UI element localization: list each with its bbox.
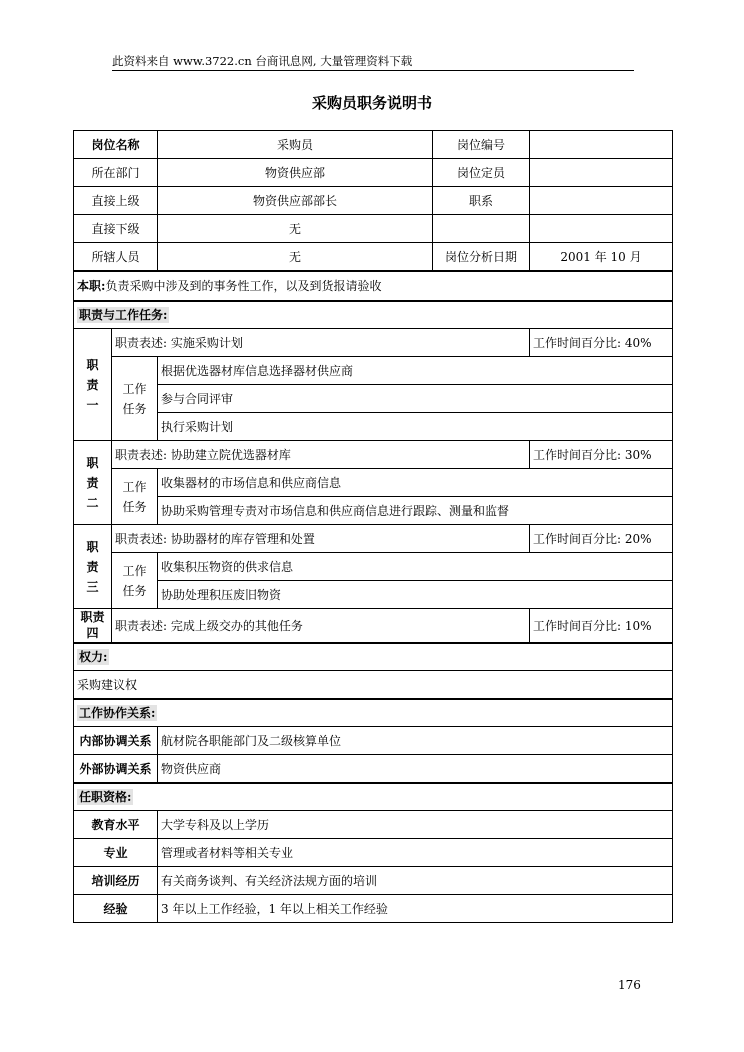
duty-4-head: 职责 四 bbox=[74, 609, 112, 643]
value-major: 管理或者材料等相关专业 bbox=[158, 839, 673, 867]
duty-3-task-2: 协助处理积压废旧物资 bbox=[158, 581, 673, 609]
value-post-number bbox=[530, 131, 673, 159]
value-department: 物资供应部 bbox=[158, 159, 433, 187]
row-experience bbox=[74, 895, 673, 923]
value-analysis-date: 2001 年 10 月 bbox=[530, 243, 673, 271]
duty-2-task-1: 收集器材的市场信息和供应商信息 bbox=[158, 469, 673, 497]
duty-1-task-3: 执行采购计划 bbox=[158, 413, 673, 441]
duty-4-desc-row bbox=[74, 609, 673, 643]
cooperation-title-cell bbox=[74, 699, 673, 727]
row-department bbox=[74, 159, 673, 187]
duty-2-desc: 职责表述: 协助建立院优选器材库 bbox=[112, 441, 530, 469]
row-superior bbox=[74, 187, 673, 215]
page-number: 176 bbox=[618, 978, 641, 992]
duty-2-task-2: 协助采购管理专责对市场信息和供应商信息进行跟踪、测量和监督 bbox=[158, 497, 673, 525]
row-staff bbox=[74, 243, 673, 271]
label-major: 专业 bbox=[74, 839, 158, 867]
label-superior: 直接上级 bbox=[74, 187, 158, 215]
row-education bbox=[74, 811, 673, 839]
duty-3-pct: 工作时间百分比: 20% bbox=[530, 525, 673, 553]
row-cooperation-title bbox=[74, 699, 673, 727]
duty-2-task-row bbox=[74, 469, 673, 497]
value-training: 有关商务谈判、有关经济法规方面的培训 bbox=[158, 867, 673, 895]
duty-1-task-1: 根据优选器材库信息选择器材供应商 bbox=[158, 357, 673, 385]
cooperation-title: 工作协作关系: bbox=[79, 706, 156, 721]
label-post-name: 岗位名称 bbox=[74, 131, 158, 159]
duty-1-pct: 工作时间百分比: 40% bbox=[530, 329, 673, 357]
label-training: 培训经历 bbox=[74, 867, 158, 895]
label-department: 所在部门 bbox=[74, 159, 158, 187]
label-subordinate: 直接下级 bbox=[74, 215, 158, 243]
row-duties-title bbox=[74, 301, 673, 329]
value-staff: 无 bbox=[158, 243, 433, 271]
value-education: 大学专科及以上学历 bbox=[158, 811, 673, 839]
duty-3-task-1: 收集积压物资的供求信息 bbox=[158, 553, 673, 581]
duty-1-task-row bbox=[74, 357, 673, 385]
value-internal-cooperation: 航材院各职能部门及二级核算单位 bbox=[158, 727, 673, 755]
row-core-duty bbox=[74, 271, 673, 301]
label-experience: 经验 bbox=[74, 895, 158, 923]
row-power-title bbox=[74, 643, 673, 671]
power-text: 采购建议权 bbox=[74, 671, 673, 699]
row-training bbox=[74, 867, 673, 895]
duty-2-desc-row bbox=[74, 441, 673, 469]
label-education: 教育水平 bbox=[74, 811, 158, 839]
duty-3-task-label: 工作 任务 bbox=[112, 553, 158, 609]
row-internal-cooperation bbox=[74, 727, 673, 755]
duty-3-head: 职 责 三 bbox=[74, 525, 112, 609]
value-staffing bbox=[530, 159, 673, 187]
duty-2-task-label: 工作 任务 bbox=[112, 469, 158, 525]
duties-title: 职责与工作任务: bbox=[79, 308, 168, 323]
row-power-text bbox=[74, 671, 673, 699]
empty-cell bbox=[433, 215, 530, 243]
duty-1-task-label: 工作 任务 bbox=[112, 357, 158, 441]
qualification-title-cell bbox=[74, 783, 673, 811]
duty-1-desc-row bbox=[74, 329, 673, 357]
core-duty-cell bbox=[74, 271, 673, 301]
label-staffing: 岗位定员 bbox=[433, 159, 530, 187]
value-experience: 3 年以上工作经验，1 年以上相关工作经验 bbox=[158, 895, 673, 923]
duty-2-task-row bbox=[74, 497, 673, 525]
label-job-series: 职系 bbox=[433, 187, 530, 215]
label-internal-cooperation: 内部协调关系 bbox=[74, 727, 158, 755]
job-description-table bbox=[73, 130, 673, 923]
duty-1-task-2: 参与合同评审 bbox=[158, 385, 673, 413]
core-duty-label: 本职: bbox=[77, 279, 106, 293]
row-post-name bbox=[74, 131, 673, 159]
label-staff: 所辖人员 bbox=[74, 243, 158, 271]
row-subordinate bbox=[74, 215, 673, 243]
duty-3-task-row bbox=[74, 553, 673, 581]
row-major bbox=[74, 839, 673, 867]
duty-3-desc: 职责表述: 协助器材的库存管理和处置 bbox=[112, 525, 530, 553]
value-subordinate: 无 bbox=[158, 215, 433, 243]
value-job-series bbox=[530, 187, 673, 215]
core-duty-text: 负责采购中涉及到的事务性工作，以及到货报请验收 bbox=[105, 279, 382, 293]
duty-1-desc: 职责表述: 实施采购计划 bbox=[112, 329, 530, 357]
duties-title-cell bbox=[74, 301, 673, 329]
label-external-cooperation: 外部协调关系 bbox=[74, 755, 158, 783]
value-superior: 物资供应部部长 bbox=[158, 187, 433, 215]
power-title: 权力: bbox=[79, 650, 108, 665]
power-title-cell bbox=[74, 643, 673, 671]
header-note: 此资料来自 www.3722.cn 台商讯息网, 大量管理资料下载 bbox=[112, 54, 413, 68]
header-divider bbox=[112, 70, 634, 71]
duty-4-pct: 工作时间百分比: 10% bbox=[530, 609, 673, 643]
value-external-cooperation: 物资供应商 bbox=[158, 755, 673, 783]
duty-1-head: 职 责 一 bbox=[74, 329, 112, 441]
duty-2-head: 职 责 二 bbox=[74, 441, 112, 525]
label-analysis-date: 岗位分析日期 bbox=[433, 243, 530, 271]
duty-3-task-row bbox=[74, 581, 673, 609]
qualification-title: 任职资格: bbox=[79, 790, 132, 805]
duty-1-task-row bbox=[74, 385, 673, 413]
row-qualification-title bbox=[74, 783, 673, 811]
row-external-cooperation bbox=[74, 755, 673, 783]
duty-4-desc: 职责表述: 完成上级交办的其他任务 bbox=[112, 609, 530, 643]
duty-2-pct: 工作时间百分比: 30% bbox=[530, 441, 673, 469]
empty-cell bbox=[530, 215, 673, 243]
value-post-name: 采购员 bbox=[158, 131, 433, 159]
duty-3-desc-row bbox=[74, 525, 673, 553]
label-post-number: 岗位编号 bbox=[433, 131, 530, 159]
document-title: 采购员职务说明书 bbox=[311, 94, 432, 112]
duty-1-task-row bbox=[74, 413, 673, 441]
